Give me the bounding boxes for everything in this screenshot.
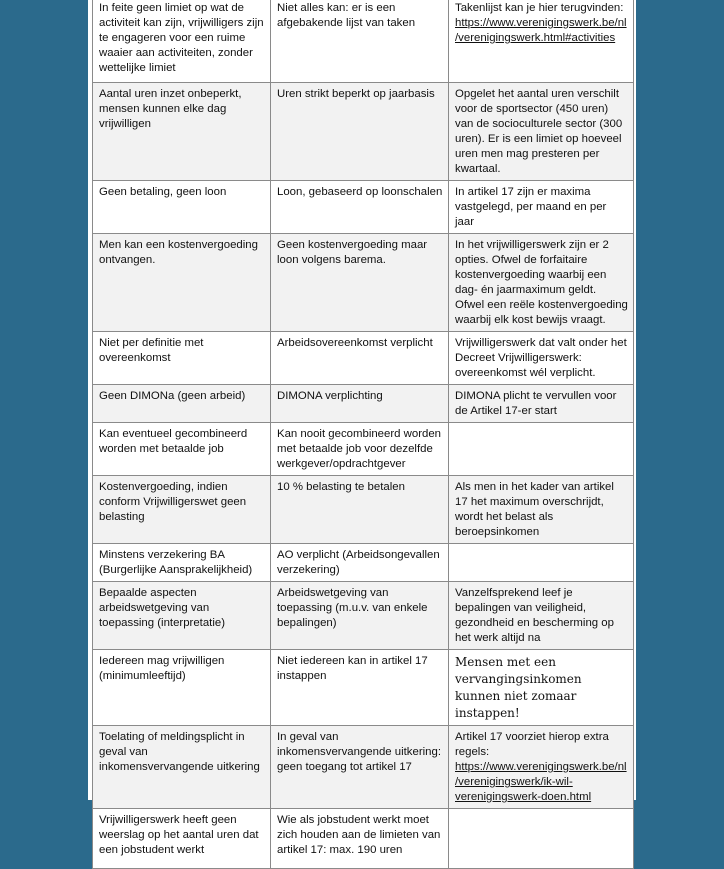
cell-col1: Men kan een kostenvergoeding ontvangen. — [93, 234, 271, 332]
cell-col3: DIMONA plicht te vervullen voor de Artikel 17-er start — [449, 385, 634, 423]
cell-col1: Aantal uren inzet onbeperkt, mensen kunnen elke dag vrijwilligen — [93, 83, 271, 181]
cell-col2: Uren strikt beperkt op jaarbasis — [271, 83, 449, 181]
cell-col1: Iedereen mag vrijwilligen (minimumleeftijd) — [93, 650, 271, 726]
cell-col3: In artikel 17 zijn er maxima vastgelegd, per maand en per jaar — [449, 181, 634, 234]
cell-col1: Kostenvergoeding, indien conform Vrijwilligerswet geen belasting — [93, 476, 271, 544]
cell-text: Artikel 17 voorziet hierop extra regels: — [455, 731, 609, 758]
cell-col2: 10 % belasting te betalen — [271, 476, 449, 544]
cell-col2: AO verplicht (Arbeidsongevallen verzekering) — [271, 544, 449, 582]
cell-col2: Niet alles kan: er is een afgebakende lijst van taken — [271, 0, 449, 83]
comparison-table — [92, 0, 634, 869]
table-row — [93, 809, 634, 869]
cell-col2: Geen kostenvergoeding maar loon volgens barema. — [271, 234, 449, 332]
cell-text: Takenlijst kan je hier terugvinden: — [455, 2, 624, 14]
cell-col1: Niet per definitie met overeenkomst — [93, 332, 271, 385]
cell-col3: Mensen met een vervangingsinkomen kunnen niet zomaar instappen! — [449, 650, 634, 726]
table-row — [93, 332, 634, 385]
cell-col3 — [449, 544, 634, 582]
table-row — [93, 181, 634, 234]
cell-col3: Vrijwilligerswerk dat valt onder het Decreet Vrijwilligerswerk: overeenkomst wél verplicht. — [449, 332, 634, 385]
cell-col2: Arbeidsovereenkomst verplicht — [271, 332, 449, 385]
table-row — [93, 423, 634, 476]
cell-col1: Toelating of meldingsplicht in geval van inkomensvervangende uitkering — [93, 726, 271, 809]
cell-col2: DIMONA verplichting — [271, 385, 449, 423]
table-row — [93, 476, 634, 544]
cell-col2: Kan nooit gecombineerd worden met betaalde job voor dezelfde werkgever/opdrachtgever — [271, 423, 449, 476]
table-row — [93, 385, 634, 423]
cell-col1: Geen DIMONa (geen arbeid) — [93, 385, 271, 423]
cell-col2: Niet iedereen kan in artikel 17 instappen — [271, 650, 449, 726]
cell-col3: In het vrijwilligerswerk zijn er 2 opties. Ofwel de forfaitaire kostenvergoeding waarbij een dag- én jaarmaximum geldt. Ofwel een reële kostenvergoeding waarbij elk kost bewijs vraagt. — [449, 234, 634, 332]
cell-col3 — [449, 809, 634, 869]
cell-col2: Loon, gebaseerd op loonschalen — [271, 181, 449, 234]
activities-link[interactable]: https://www.verenigingswerk.be/nl/verenigingswerk.html#activities — [455, 17, 627, 44]
table-row — [93, 582, 634, 650]
table-row — [93, 726, 634, 809]
table-row — [93, 544, 634, 582]
cell-col1: Kan eventueel gecombineerd worden met betaalde job — [93, 423, 271, 476]
cell-col3 — [449, 726, 634, 809]
table-row — [93, 650, 634, 726]
cell-col2: In geval van inkomensvervangende uitkering: geen toegang tot artikel 17 — [271, 726, 449, 809]
cell-col1: Geen betaling, geen loon — [93, 181, 271, 234]
cell-col2: Arbeidswetgeving van toepassing (m.u.v. van enkele bepalingen) — [271, 582, 449, 650]
document-page — [88, 0, 636, 856]
table-row — [93, 83, 634, 181]
cell-col2: Wie als jobstudent werkt moet zich houden aan de limieten van artikel 17: max. 190 uren — [271, 809, 449, 869]
cell-col3: Opgelet het aantal uren verschilt voor de sportsector (450 uren) van de socioculturele sector (300 uren). Er is een limiet op hoeveel uren men mag presteren per kwartaal. — [449, 83, 634, 181]
cell-col1: Bepaalde aspecten arbeidswetgeving van toepassing (interpretatie) — [93, 582, 271, 650]
cell-col3 — [449, 423, 634, 476]
cell-col3: Als men in het kader van artikel 17 het maximum overschrijdt, wordt het belast als beroepsinkomen — [449, 476, 634, 544]
cell-col1: Vrijwilligerswerk heeft geen weerslag op het aantal uren dat een jobstudent werkt — [93, 809, 271, 869]
cell-col3: Vanzelfsprekend leef je bepalingen van veiligheid, gezondheid en bescherming op het werk altijd na — [449, 582, 634, 650]
verenigingswerk-link[interactable]: https://www.verenigingswerk.be/nl/verenigingswerk/ik-wil-verenigingswerk-doen.html — [455, 761, 627, 803]
cell-col1: In feite geen limiet op wat de activiteit kan zijn, vrijwilligers zijn te engageren voor een ruime waaier aan activiteiten, zonder wettelijke limiet — [93, 0, 271, 83]
cell-col3 — [449, 0, 634, 83]
cell-col1: Minstens verzekering BA (Burgerlijke Aansprakelijkheid) — [93, 544, 271, 582]
table-row — [93, 234, 634, 332]
table-row — [93, 0, 634, 83]
